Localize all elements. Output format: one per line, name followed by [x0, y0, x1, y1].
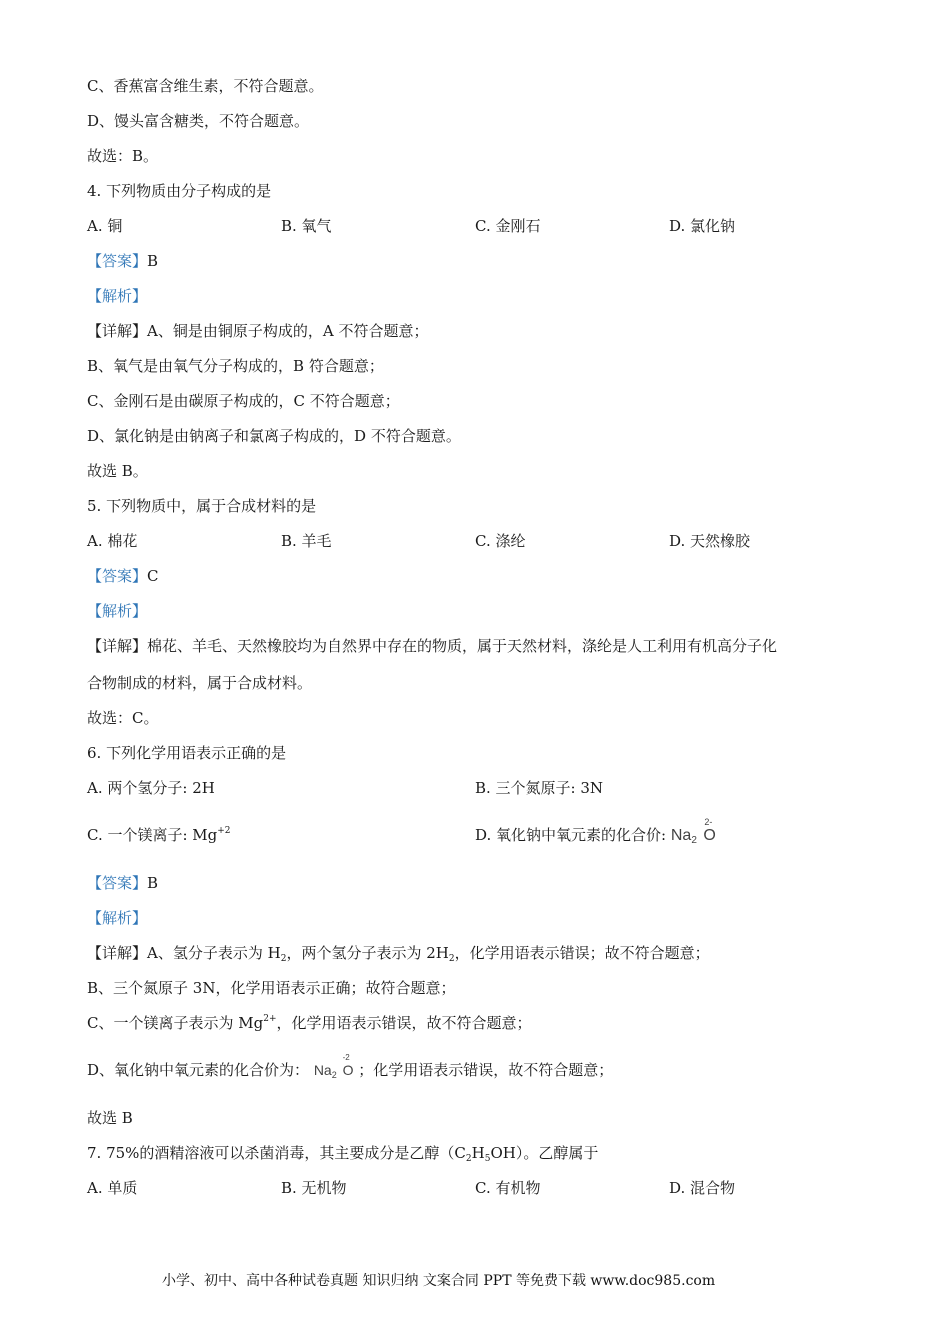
- answer-tag: 【答案】: [87, 567, 148, 585]
- q4-option-d: D. 氯化钠: [669, 217, 736, 235]
- detail-text: 棉花、羊毛、天然橡胶均为自然界中存在的物质，属于天然材料，涤纶是人工利用有机高分子化: [147, 637, 778, 655]
- option-text: D. 氧化钠中氧元素的化合价:: [475, 826, 671, 844]
- q6-detail-d: [87, 1053, 614, 1080]
- q4-answer: [87, 251, 158, 271]
- q6-detail-a: [87, 943, 710, 963]
- answer-tag: 【答案】: [87, 252, 148, 270]
- option-text: C. 一个镁离子: Mg: [87, 826, 218, 844]
- q6-detail-b: B、三个氮原子 3N，化学用语表示正确；故符合题意；: [87, 979, 456, 997]
- q6-conclusion: 故选 B: [87, 1109, 133, 1127]
- detail-tag: 【详解】: [87, 944, 148, 962]
- question-5: 5. 下列物质中，属于合成材料的是: [87, 497, 317, 515]
- q4-detail-a: [87, 321, 428, 341]
- detail-text: ，两个氢分子表示为 2H: [286, 944, 449, 962]
- q4-option-c: C. 金刚石: [475, 217, 541, 235]
- q5-detail-1: [87, 636, 777, 656]
- answer-value: C: [147, 567, 159, 585]
- q5-option-d: D. 天然橡胶: [669, 532, 751, 550]
- na2o-formula: [670, 817, 716, 846]
- q4-conclusion: 故选 B。: [87, 462, 148, 480]
- question-text: OH）。乙醇属于: [490, 1144, 599, 1162]
- valence-mark: -2: [342, 1053, 350, 1062]
- q5-conclusion: 故选：C。: [87, 709, 159, 727]
- charge-superscript: 2+: [263, 1014, 277, 1024]
- answer-tag: 【答案】: [87, 874, 148, 892]
- q6-option-d: [475, 817, 716, 846]
- answer-value: B: [147, 252, 159, 270]
- q5-detail-2: 合物制成的材料，属于合成材料。: [87, 674, 313, 692]
- q6-analysis-tag: [87, 908, 147, 928]
- q4-option-b: B. 氧气: [281, 217, 332, 235]
- charge-superscript: +2: [217, 826, 231, 836]
- analysis-tag: 【解析】: [87, 287, 148, 305]
- subscript: 2: [280, 954, 287, 964]
- question-4: 4. 下列物质由分子构成的是: [87, 182, 272, 200]
- page-footer: 小学、初中、高中各种试卷真题 知识归纳 文案合同 PPT 等免费下载 www.doc985.com: [162, 1273, 716, 1289]
- q7-option-c: C. 有机物: [475, 1179, 541, 1197]
- q7-option-a: A. 单质: [87, 1179, 138, 1197]
- subscript: 2: [465, 1154, 472, 1164]
- formula-o: O: [342, 1062, 354, 1078]
- formula-subscript: 2: [331, 1070, 337, 1080]
- q5-option-a: A. 棉花: [87, 532, 138, 550]
- detail-text: ，化学用语表示错误；故不符合题意；: [454, 944, 710, 962]
- detail-tag: 【详解】: [87, 637, 148, 655]
- q5-answer: [87, 566, 159, 586]
- detail-text: C、一个镁离子表示为 Mg: [87, 1014, 264, 1032]
- q6-option-a: A. 两个氢分子: 2H: [87, 779, 215, 797]
- detail-text: A、氢分子表示为 H: [147, 944, 281, 962]
- valence-mark: 2-: [704, 817, 713, 827]
- analysis-tag: 【解析】: [87, 602, 148, 620]
- question-6: 6. 下列化学用语表示正确的是: [87, 744, 287, 762]
- q5-option-c: C. 涤纶: [475, 532, 526, 550]
- detail-text: ；化学用语表示错误，故不符合题意；: [358, 1061, 614, 1079]
- detail-tag: 【详解】: [87, 322, 148, 340]
- q5-analysis-tag: [87, 601, 147, 621]
- q4-option-a: A. 铜: [87, 217, 123, 235]
- q5-option-b: B. 羊毛: [281, 532, 332, 550]
- formula-na: Na: [313, 1062, 332, 1078]
- subscript: 5: [484, 1154, 491, 1164]
- subscript: 2: [448, 954, 455, 964]
- na2o-formula: [313, 1053, 354, 1080]
- question-text: 7. 75%的酒精溶液可以杀菌消毒，其主要成分是乙醇（C: [87, 1144, 466, 1162]
- answer-value: B: [147, 874, 159, 892]
- q4-detail-d: D、氯化钠是由钠离子和氯离子构成的，D 不符合题意。: [87, 427, 461, 445]
- text-line: C、香蕉富含维生素，不符合题意。: [87, 77, 324, 95]
- text-line: D、馒头富含糖类，不符合题意。: [87, 112, 310, 130]
- q6-option-b: B. 三个氮原子: 3N: [475, 779, 604, 797]
- detail-text: ，化学用语表示错误，故不符合题意；: [276, 1014, 532, 1032]
- text-line: 故选：B。: [87, 147, 159, 165]
- formula-na: Na: [670, 827, 692, 844]
- q6-detail-c: [87, 1013, 532, 1033]
- formula-h: H: [471, 1144, 485, 1162]
- q7-option-b: B. 无机物: [281, 1179, 347, 1197]
- formula-o: O: [703, 827, 716, 844]
- q6-option-c: [87, 825, 231, 845]
- detail-text: A、铜是由铜原子构成的，A 不符合题意；: [147, 322, 429, 340]
- formula-subscript: 2: [691, 835, 697, 846]
- analysis-tag: 【解析】: [87, 909, 148, 927]
- q4-analysis-tag: [87, 286, 147, 306]
- q6-answer: [87, 873, 158, 893]
- q4-detail-b: B、氧气是由氧气分子构成的，B 符合题意；: [87, 357, 384, 375]
- q4-detail-c: C、金刚石是由碳原子构成的，C 不符合题意；: [87, 392, 400, 410]
- q7-option-d: D. 混合物: [669, 1179, 736, 1197]
- detail-text: D、氧化钠中氧元素的化合价为：: [87, 1061, 310, 1079]
- question-7: [87, 1143, 598, 1163]
